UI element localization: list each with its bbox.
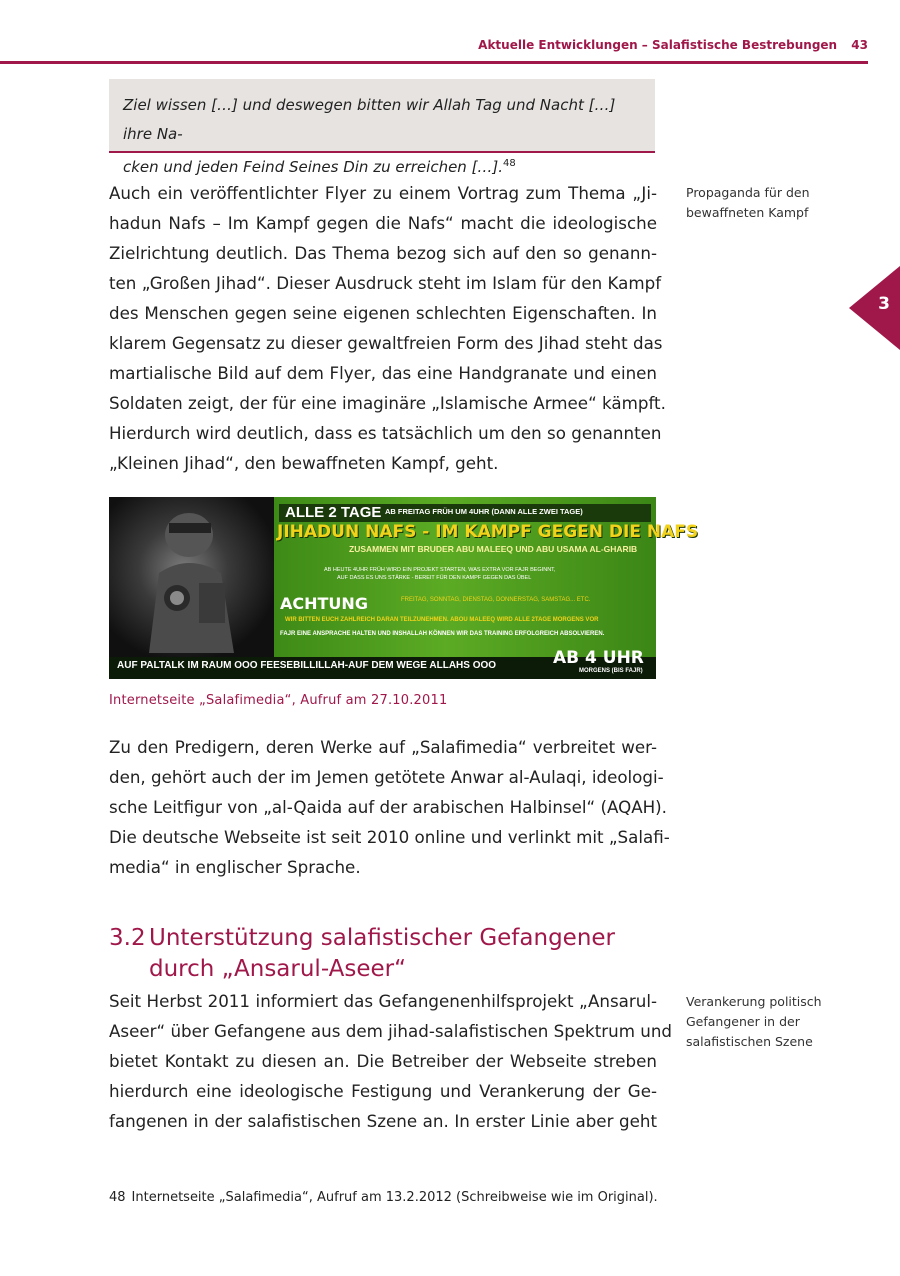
paragraph-line: Zielrichtung deutlich. Das Thema bezog sich auf den so genann- [109,243,657,263]
margin-note-line: salafistischen Szene [686,1034,813,1049]
paragraph-line: klarem Gegensatz zu dieser gewaltfreien Form des Jihad steht das [109,333,663,353]
section-heading [109,923,669,985]
flyer-info-line: AUF DASS ES UNS STÄRKE - BEREIT FÜR DEN KAMPF GEGEN DAS ÜBEL [337,575,532,581]
section-title-line-2: durch „Ansarul-Aseer“ [149,956,406,982]
margin-note-verankerung [686,992,866,1052]
page-number: 43 [851,38,868,52]
paragraph-line: fangenen in der salafistischen Szene an. In erster Linie aber geht [109,1111,657,1131]
footnote [109,1190,658,1205]
flyer-time-note: MORGENS (BIS FAJR) [579,668,643,674]
flyer-schedule-note: AB FREITAG FRÜH UM 4UHR (DANN ALLE ZWEI TAGE) [385,507,583,516]
footnote-number: 48 [109,1190,126,1205]
paragraph-line: ten „Großen Jihad“. Dieser Ausdruck steht im Islam für den Kampf [109,273,662,293]
paragraph-line: Seit Herbst 2011 informiert das Gefangenenhilfsprojekt „Ansarul- [109,991,657,1011]
flyer-days: FREITAG, SONNTAG, DIENSTAG, DONNERSTAG, SAMSTAG... ETC. [401,597,591,603]
footnote-text: Internetseite „Salafimedia“, Aufruf am 13.2.2012 (Schreibweise wie im Original). [131,1190,658,1205]
paragraph-line: Aseer“ über Gefangene aus dem jihad-salafistischen Spektrum und [109,1021,673,1041]
paragraph-line: Hierdurch wird deutlich, dass es tatsächlich um den so genannten [109,423,662,443]
flyer-title: JIHADUN NAFS - IM KAMPF GEGEN DIE NAFS [277,522,699,542]
paragraph-line: „Kleinen Jihad“, den bewaffneten Kampf, geht. [109,453,499,473]
flyer-time: AB 4 UHR [553,648,644,668]
chapter-tab [849,266,900,350]
margin-note-propaganda [686,183,866,223]
quote-box [109,79,655,176]
flyer-info-line: AB HEUTE 4UHR FRÜH WIRD EIN PROJEKT STARTEN, WAS EXTRA VOR FAJR BEGINNT, [324,567,556,573]
margin-note-line: Verankerung politisch [686,994,822,1009]
paragraph-3 [109,986,673,1136]
flyer-invite-line: WIR BITTEN EUCH ZAHLREICH DARAN TEILZUNEHMEN. ABOU MALEEQ WIRD ALLE 2TAGE MORGENS VOR [285,617,599,623]
flyer-room: AUF PALTALK IM RAUM OOO FEESEBILLILLAH-AUF DEM WEGE ALLAHS OOO [117,660,497,671]
margin-note-line: Propaganda für den [686,185,810,200]
image-caption: Internetseite „Salafimedia“, Aufruf am 27.10.2011 [109,693,448,708]
running-header [0,38,868,52]
quote-text [123,91,641,182]
flyer-subtitle: ZUSAMMEN MIT BRUDER ABU MALEEQ UND ABU USAMA AL-GHARIB [349,544,638,554]
paragraph-line: den, gehört auch der im Jemen getötete Anwar al-Aulaqi, ideologi- [109,767,664,787]
paragraph-line: media“ in englischer Sprache. [109,857,361,877]
paragraph-1 [109,178,666,478]
paragraph-2 [109,732,670,882]
paragraph-line: martialische Bild auf dem Flyer, das eine Handgranate und einen [109,363,657,383]
footnote-ref: 48 [503,158,516,169]
section-title-line-1: Unterstützung salafistischer Gefangener [149,925,616,951]
paragraph-line: Soldaten zeigt, der für eine imaginäre „Islamische Armee“ kämpft. [109,393,666,413]
paragraph-line: hadun Nafs – Im Kampf gegen die Nafs“ macht die ideologische [109,213,657,233]
header-rule [0,61,868,64]
paragraph-line: Zu den Predigern, deren Werke auf „Salafimedia“ verbreitet wer- [109,737,657,757]
margin-note-line: bewaffneten Kampf [686,205,809,220]
soldier-photo [109,497,274,657]
flyer-image [109,497,699,679]
margin-note-line: Gefangener in der [686,1014,800,1029]
paragraph-line: des Menschen gegen seine eigenen schlechten Eigenschaften. In [109,303,657,323]
flyer-attention: ACHTUNG [280,594,368,613]
flyer-invite-line: FAJR EINE ANSPRACHE HALTEN UND INSHALLAH KÖNNEN WIR DAS TRAINING ERFOLGREICH ABSOLVIEREN. [280,631,605,637]
section-number: 3.2 [109,925,146,951]
paragraph-line: sche Leitfigur von „al-Qaida auf der arabischen Halbinsel“ (AQAH). [109,797,667,817]
quote-line-1: Ziel wissen […] und deswegen bitten wir Allah Tag und Nacht […] ihre Na- [123,96,616,143]
paragraph-line: Auch ein veröffentlichter Flyer zu einem Vortrag zum Thema „Ji- [109,183,657,203]
paragraph-line: hierdurch eine ideologische Festigung und Verankerung der Ge- [109,1081,657,1101]
running-title: Aktuelle Entwicklungen – Salafistische Bestrebungen [478,38,838,52]
flyer-headline-top: ALLE 2 TAGE [285,504,382,521]
paragraph-line: bietet Kontakt zu diesen an. Die Betreiber der Webseite streben [109,1051,657,1071]
chapter-number: 3 [878,294,890,314]
quote-line-2: cken und jeden Feind Seines Din zu erreichen […]. [123,158,504,176]
soldier-icon [129,503,249,653]
paragraph-line: Die deutsche Webseite ist seit 2010 online und verlinkt mit „Salafi- [109,827,670,847]
